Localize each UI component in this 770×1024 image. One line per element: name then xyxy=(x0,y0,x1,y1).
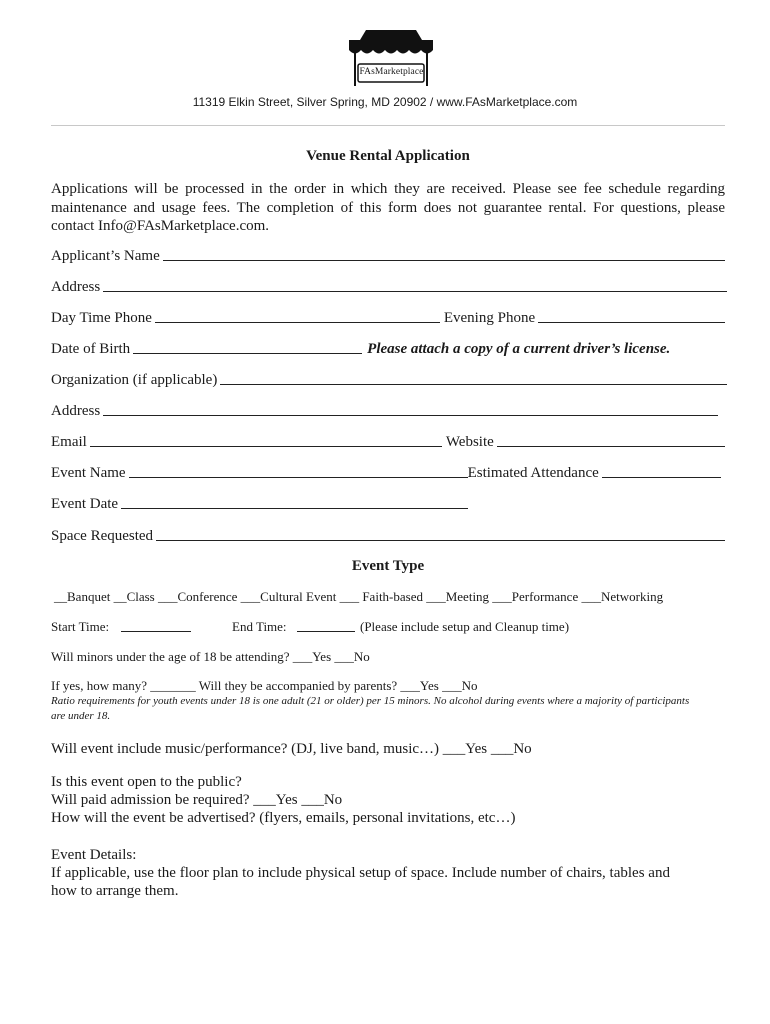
event-name-field[interactable] xyxy=(129,477,468,478)
dob-row xyxy=(51,340,725,358)
day-phone-label: Day Time Phone xyxy=(51,310,152,326)
start-time-label: Start Time: xyxy=(51,619,110,634)
license-note: Please attach a copy of a current driver’s license. xyxy=(367,341,671,357)
space-label: Space Requested xyxy=(51,528,154,544)
space-row xyxy=(51,527,725,545)
event-details-label: Event Details: xyxy=(51,847,137,863)
address-label: Address xyxy=(51,279,101,295)
email-label: Email xyxy=(51,434,87,450)
attendance-field[interactable] xyxy=(602,477,721,478)
evening-phone-field[interactable] xyxy=(538,322,725,323)
event-type-heading: Event Type xyxy=(351,558,425,574)
event-name-row xyxy=(51,464,721,482)
attendance-label: Estimated Attendance xyxy=(467,465,599,481)
page-title: Venue Rental Application xyxy=(306,148,470,164)
time-note: (Please include setup and Cleanup time) xyxy=(360,619,570,634)
address2-field[interactable] xyxy=(103,415,718,416)
organization-label: Organization (if applicable) xyxy=(51,372,218,388)
address2-label: Address xyxy=(51,403,101,419)
space-field[interactable] xyxy=(156,540,725,541)
event-date-field[interactable] xyxy=(121,508,468,509)
dob-field[interactable] xyxy=(133,353,362,354)
music-question[interactable]: Will event include music/performance? (DJ, live band, music…) ___Yes ___No xyxy=(51,741,532,757)
address-row xyxy=(51,278,727,296)
website-field[interactable] xyxy=(497,446,725,447)
paid-admission-question[interactable]: Will paid admission be required? ___Yes ___No xyxy=(51,792,343,808)
business-address: 11319 Elkin Street, Silver Spring, MD 20902 / www.FAsMarketplace.com xyxy=(192,95,578,109)
event-date-row xyxy=(51,495,468,513)
minors-question[interactable]: Will minors under the age of 18 be attending? ___Yes ___No xyxy=(51,649,370,664)
event-details-text-2: how to arrange them. xyxy=(51,883,179,899)
applicant-name-row xyxy=(51,247,725,265)
evening-phone-label: Evening Phone xyxy=(443,310,536,326)
applicant-name-field[interactable] xyxy=(163,260,725,261)
email-row xyxy=(51,433,725,451)
fasmarketplace-logo xyxy=(346,26,436,90)
day-phone-field[interactable] xyxy=(155,322,440,323)
end-time-label: End Time: xyxy=(232,619,287,634)
end-time-field[interactable] xyxy=(297,631,355,632)
advertised-question: How will the event be advertised? (flyers, emails, personal invitations, etc…) xyxy=(51,810,516,826)
event-name-label: Event Name xyxy=(51,465,126,481)
event-details-text-1: If applicable, use the floor plan to include physical setup of space. Include number of chairs, tables and xyxy=(51,865,670,881)
website-label: Website xyxy=(445,434,494,450)
dob-label: Date of Birth xyxy=(51,341,131,357)
how-many-question[interactable]: If yes, how many? _______ Will they be accompanied by parents? ___Yes ___No xyxy=(51,678,478,693)
applicant-name-label: Applicant’s Name xyxy=(51,248,160,264)
intro-paragraph: Applications will be processed in the order in which they are received. Please see fee schedule regarding maintenance and usage fees. The completion of this form does not guarantee rental. For questions, please contact Info@FAsMarketplace.com. xyxy=(51,181,725,234)
ratio-note: Ratio requirements for youth events under 18 is one adult (21 or older) per 15 minors. No alcohol during events where a majority of participants are under 18. xyxy=(51,695,690,722)
logo-text: FAsMarketplace xyxy=(359,67,424,77)
address-field[interactable] xyxy=(103,291,727,292)
header-divider xyxy=(51,125,725,126)
address2-row xyxy=(51,402,718,420)
event-date-label: Event Date xyxy=(51,496,119,512)
organization-field[interactable] xyxy=(220,384,727,385)
phone-row xyxy=(51,309,725,327)
start-time-field[interactable] xyxy=(121,631,191,632)
public-question: Is this event open to the public? xyxy=(51,774,242,790)
email-field[interactable] xyxy=(90,446,442,447)
organization-row xyxy=(51,371,727,389)
event-type-options[interactable]: __Banquet __Class ___Conference ___Cultural Event ___ Faith-based ___Meeting ___Performance ___Networking xyxy=(54,589,664,604)
awning-icon xyxy=(346,26,436,90)
